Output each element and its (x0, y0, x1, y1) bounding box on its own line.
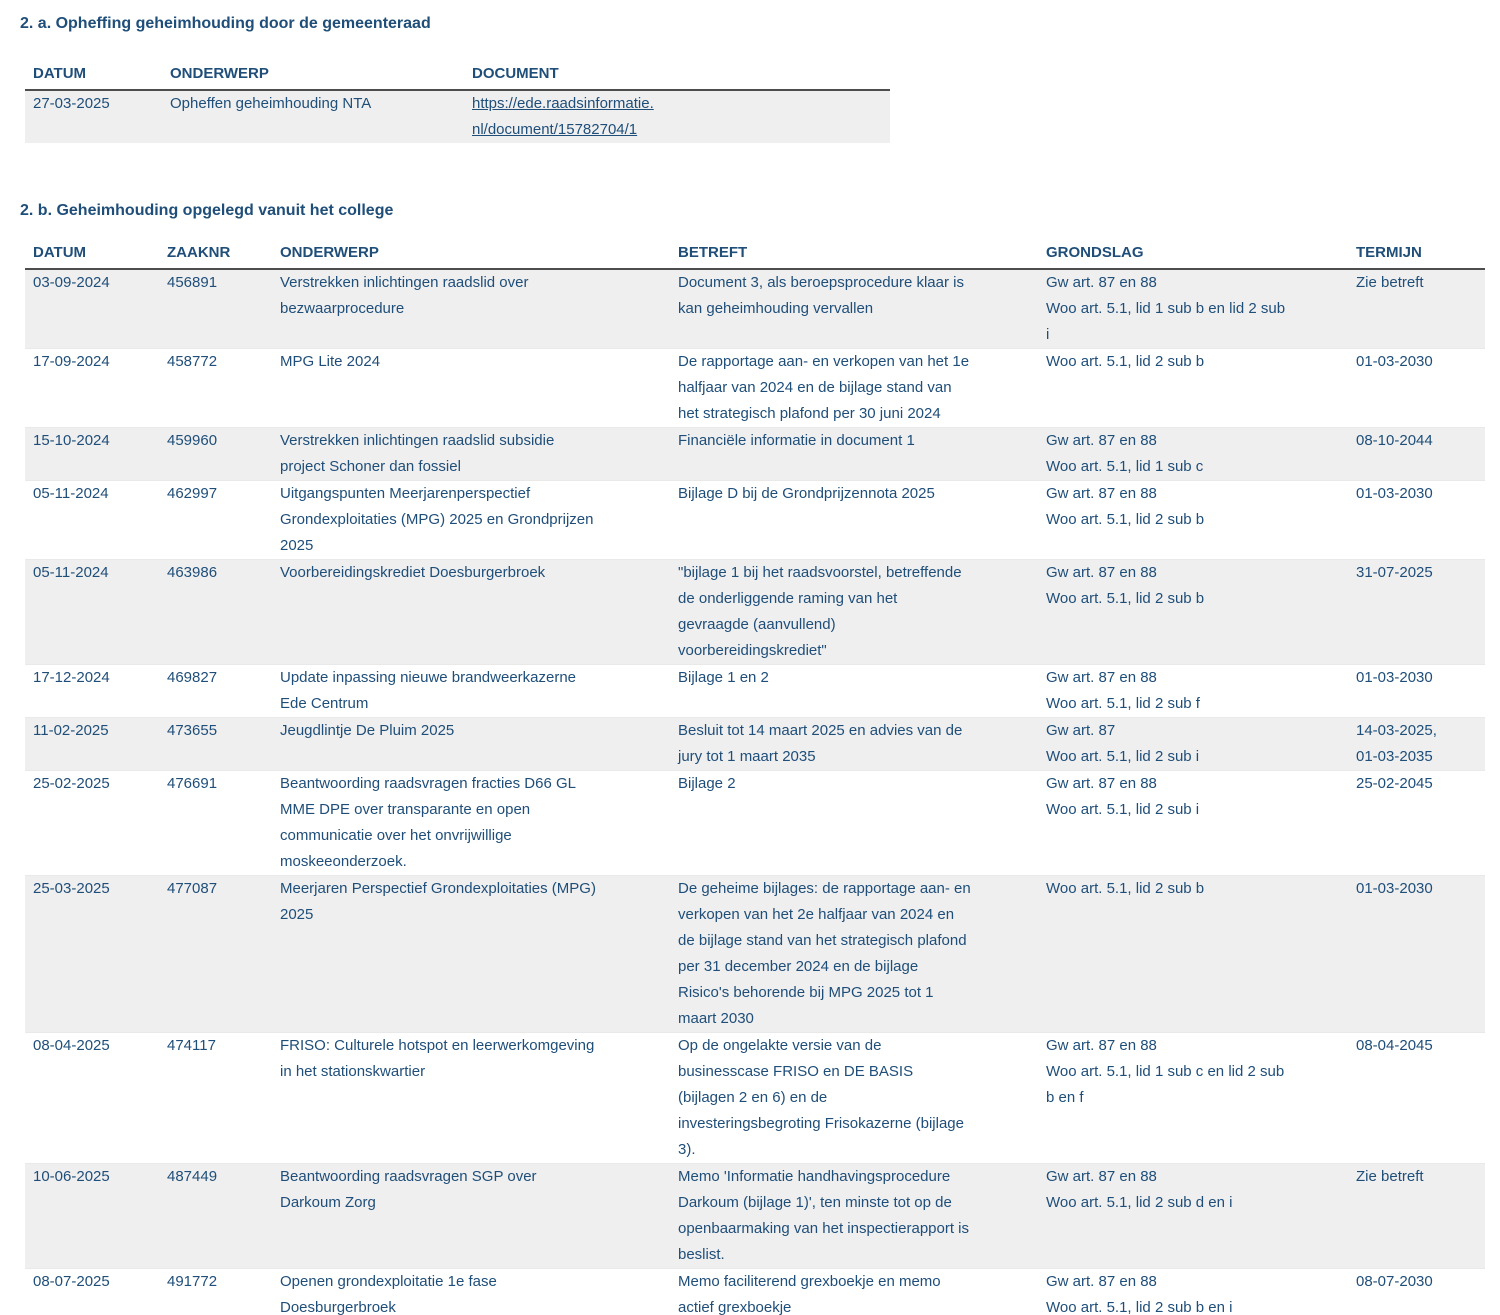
cell-betreft: "bijlage 1 bij het raadsvoorstel, betreffende de onderliggende raming van het gevraagde (aanvullend) voorbereidingskrediet" (678, 564, 962, 659)
cell-datum: 17-12-2024 (33, 669, 110, 686)
cell-onderwerp: FRISO: Culturele hotspot en leerwerkomgeving in het stationskwartier (280, 1037, 595, 1080)
table-row (25, 771, 1485, 876)
cell-onderwerp: Verstrekken inlichtingen raadslid over bezwaarprocedure (280, 274, 529, 317)
table-row (25, 560, 1485, 665)
cell-datum: 05-11-2024 (33, 485, 109, 502)
column-header-datum: DATUM (25, 243, 159, 269)
cell-termijn: 31-07-2025 (1356, 564, 1433, 581)
table-body (25, 269, 1485, 1315)
cell-datum: 25-03-2025 (33, 880, 110, 897)
cell-zaaknr: 491772 (167, 1273, 218, 1290)
cell-zaaknr: 474117 (167, 1037, 216, 1054)
cell-onderwerp: Beantwoording raadsvragen SGP over Darkoum Zorg (280, 1168, 537, 1211)
cell-betreft: Bijlage D bij de Grondprijzennota 2025 (678, 485, 935, 502)
column-header-betreft: BETREFT (670, 243, 1038, 269)
table-row (25, 481, 1485, 560)
cell-termijn: 14-03-2025, 01-03-2035 (1356, 722, 1437, 765)
table-body (25, 90, 890, 143)
cell-datum: 27-03-2025 (33, 95, 110, 112)
cell-termijn: 01-03-2030 (1356, 353, 1433, 370)
cell-zaaknr: 469827 (167, 669, 218, 686)
cell-zaaknr: 458772 (167, 353, 218, 370)
cell-datum: 08-07-2025 (33, 1273, 110, 1290)
document-link[interactable]: https://ede.raadsinformatie. nl/document/15782704/1 (472, 95, 654, 138)
cell-zaaknr: 459960 (167, 432, 218, 449)
cell-grondslag: Gw art. 87 en 88 Woo art. 5.1, lid 2 sub d en i (1046, 1168, 1233, 1211)
cell-betreft: Memo 'Informatie handhavingsprocedure Darkoum (bijlage 1)', ten minste tot op de openbaarmaking van het inspectierapport is beslist. (678, 1168, 970, 1263)
column-header-grondslag: GRONDSLAG (1038, 243, 1348, 269)
cell-zaaknr: 456891 (167, 274, 218, 291)
cell-zaaknr: 487449 (167, 1168, 218, 1185)
cell-termijn: 01-03-2030 (1356, 669, 1433, 686)
cell-datum: 25-02-2025 (33, 775, 110, 792)
column-header-termijn: TERMIJN (1348, 243, 1485, 269)
cell-termijn: 08-07-2030 (1356, 1273, 1433, 1290)
cell-termijn: 01-03-2030 (1356, 485, 1433, 502)
column-header-onderwerp: ONDERWERP (272, 243, 670, 269)
table-row (25, 1033, 1485, 1164)
cell-grondslag: Gw art. 87 en 88 Woo art. 5.1, lid 2 sub b (1046, 564, 1205, 607)
cell-onderwerp: Openen grondexploitatie 1e fase Doesburgerbroek (280, 1273, 497, 1315)
section-a-heading: 2. a. Opheffing geheimhouding door de gemeenteraad (20, 15, 431, 32)
cell-grondslag: Gw art. 87 Woo art. 5.1, lid 2 sub i (1046, 722, 1200, 765)
table-row (25, 349, 1485, 428)
table-row (25, 876, 1485, 1033)
column-header-zaaknr: ZAAKNR (159, 243, 272, 269)
cell-datum: 05-11-2024 (33, 564, 109, 581)
cell-onderwerp: Opheffen geheimhouding NTA (170, 95, 372, 112)
cell-termijn: 25-02-2045 (1356, 775, 1433, 792)
cell-document (464, 90, 890, 143)
cell-zaaknr: 477087 (167, 880, 218, 897)
cell-grondslag: Gw art. 87 en 88 Woo art. 5.1, lid 2 sub f (1046, 669, 1200, 712)
cell-grondslag: Gw art. 87 en 88 Woo art. 5.1, lid 2 sub b en i (1046, 1273, 1233, 1315)
cell-betreft: De geheime bijlages: de rapportage aan- en verkopen van het 2e halfjaar van 2024 en de bijlage stand van het strategisch plafond per 31 december 2024 en de bijlage Risico's behorende bij MPG 2025 tot 1 maart 2030 (678, 880, 971, 1027)
cell-onderwerp: Uitgangspunten Meerjarenperspectief Grondexploitaties (MPG) 2025 en Grondprijzen 2025 (280, 485, 594, 554)
column-header-datum: DATUM (25, 64, 162, 90)
cell-betreft: Financiële informatie in document 1 (678, 432, 915, 449)
cell-grondslag: Gw art. 87 en 88 Woo art. 5.1, lid 2 sub b (1046, 485, 1205, 528)
cell-grondslag: Woo art. 5.1, lid 2 sub b (1046, 880, 1205, 897)
cell-betreft: De rapportage aan- en verkopen van het 1e halfjaar van 2024 en de bijlage stand van het strategisch plafond per 30 juni 2024 (678, 353, 970, 422)
table-row (25, 428, 1485, 481)
cell-zaaknr: 473655 (167, 722, 218, 739)
cell-betreft: Op de ongelakte versie van de businesscase FRISO en DE BASIS (bijlagen 2 en 6) en de investeringsbegroting Frisokazerne (bijlage 3). (678, 1037, 964, 1158)
table-row (25, 718, 1485, 771)
cell-datum: 11-02-2025 (33, 722, 109, 739)
cell-grondslag: Gw art. 87 en 88 Woo art. 5.1, lid 1 sub c en lid 2 sub b en f (1046, 1037, 1285, 1106)
cell-grondslag: Woo art. 5.1, lid 2 sub b (1046, 353, 1205, 370)
cell-termijn: 08-04-2045 (1356, 1037, 1433, 1054)
cell-onderwerp: Verstrekken inlichtingen raadslid subsidie project Schoner dan fossiel (280, 432, 555, 475)
table-row (25, 665, 1485, 718)
cell-grondslag: Gw art. 87 en 88 Woo art. 5.1, lid 1 sub b en lid 2 sub i (1046, 274, 1286, 343)
cell-onderwerp: Update inpassing nieuwe brandweerkazerne Ede Centrum (280, 669, 577, 712)
cell-datum: 08-04-2025 (33, 1037, 110, 1054)
cell-onderwerp: Beantwoording raadsvragen fracties D66 GL MME DPE over transparante en open communicatie over het onvrijwillige moskeeonderzoek. (280, 775, 577, 870)
section-b-heading: 2. b. Geheimhouding opgelegd vanuit het college (20, 202, 394, 219)
cell-datum: 15-10-2024 (33, 432, 110, 449)
cell-onderwerp: Voorbereidingskrediet Doesburgerbroek (280, 564, 546, 581)
cell-termijn: 08-10-2044 (1356, 432, 1433, 449)
cell-zaaknr: 476691 (167, 775, 218, 792)
cell-grondslag: Gw art. 87 en 88 Woo art. 5.1, lid 2 sub i (1046, 775, 1200, 818)
table-header-row (25, 64, 890, 90)
table-row (25, 90, 890, 143)
cell-betreft: Bijlage 1 en 2 (678, 669, 769, 686)
cell-termijn: Zie betreft (1356, 274, 1424, 291)
cell-betreft: Bijlage 2 (678, 775, 736, 792)
cell-termijn: Zie betreft (1356, 1168, 1424, 1185)
cell-betreft: Document 3, als beroepsprocedure klaar is kan geheimhouding vervallen (678, 274, 964, 317)
table-row (25, 1164, 1485, 1269)
opheffing-gemeenteraad-table (25, 64, 890, 143)
table-row (25, 1269, 1485, 1315)
cell-datum: 17-09-2024 (33, 353, 110, 370)
cell-onderwerp: MPG Lite 2024 (280, 353, 381, 370)
table-row (25, 269, 1485, 349)
column-header-document: DOCUMENT (464, 64, 890, 90)
cell-betreft: Besluit tot 14 maart 2025 en advies van de jury tot 1 maart 2035 (678, 722, 963, 765)
table-header-row (25, 243, 1485, 269)
cell-zaaknr: 462997 (167, 485, 218, 502)
cell-grondslag: Gw art. 87 en 88 Woo art. 5.1, lid 1 sub c (1046, 432, 1204, 475)
cell-datum: 03-09-2024 (33, 274, 110, 291)
cell-zaaknr: 463986 (167, 564, 218, 581)
cell-onderwerp: Meerjaren Perspectief Grondexploitaties (MPG) 2025 (280, 880, 596, 923)
cell-datum: 10-06-2025 (33, 1168, 110, 1185)
cell-termijn: 01-03-2030 (1356, 880, 1433, 897)
cell-onderwerp: Jeugdlintje De Pluim 2025 (280, 722, 455, 739)
cell-betreft: Memo faciliterend grexboekje en memo actief grexboekje (678, 1273, 941, 1315)
geheimhouding-college-table (25, 243, 1485, 1315)
column-header-onderwerp: ONDERWERP (162, 64, 464, 90)
